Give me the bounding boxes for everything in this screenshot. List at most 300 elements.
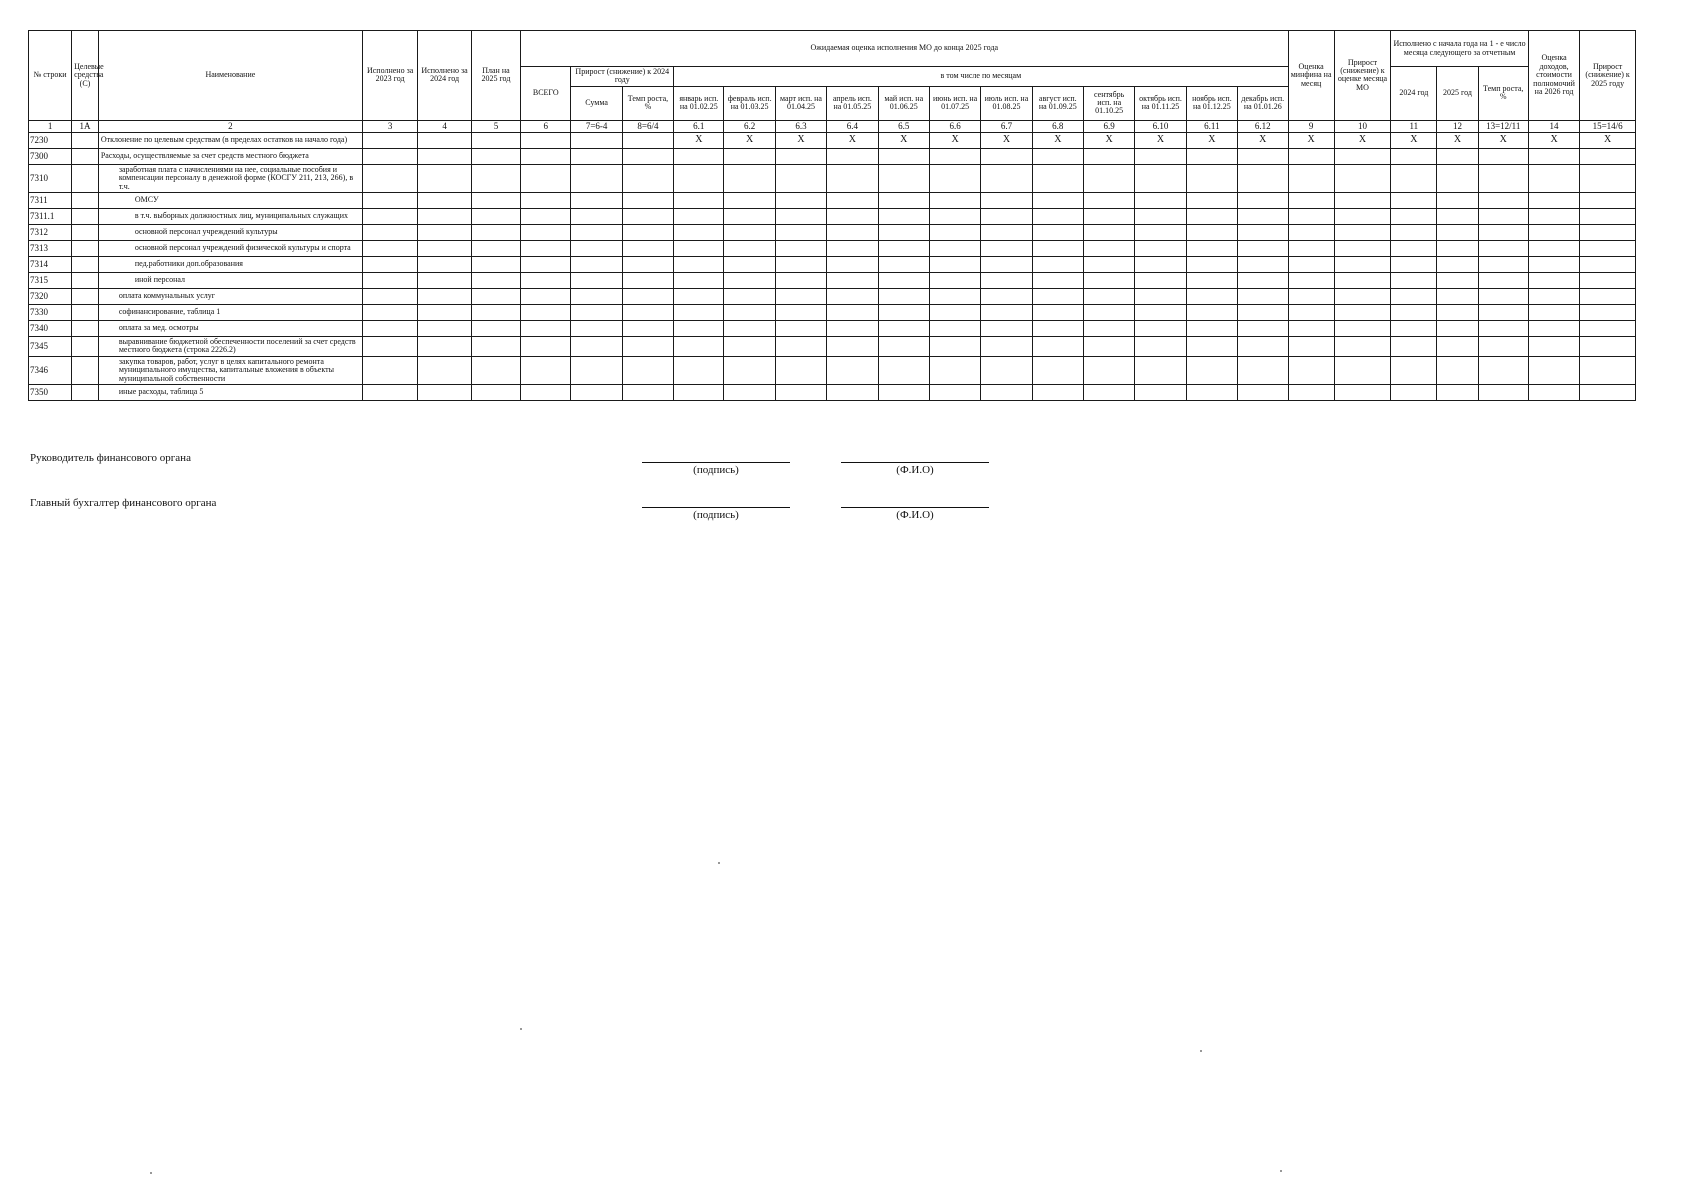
target-funds-cell[interactable]	[72, 384, 99, 400]
value-cell[interactable]	[1288, 208, 1334, 224]
value-cell[interactable]	[362, 256, 417, 272]
target-funds-cell[interactable]	[72, 164, 99, 192]
value-cell[interactable]	[521, 320, 571, 336]
value-cell[interactable]	[471, 164, 520, 192]
value-cell[interactable]	[1288, 272, 1334, 288]
value-cell[interactable]	[571, 240, 622, 256]
value-cell[interactable]	[622, 240, 673, 256]
value-cell[interactable]	[1437, 192, 1478, 208]
value-cell[interactable]	[1186, 208, 1237, 224]
value-cell[interactable]	[1135, 208, 1186, 224]
value-cell[interactable]	[1238, 164, 1288, 192]
value-cell[interactable]	[1238, 192, 1288, 208]
value-cell[interactable]	[418, 304, 471, 320]
value-cell[interactable]	[622, 192, 673, 208]
value-cell[interactable]	[827, 288, 878, 304]
value-cell[interactable]	[674, 192, 724, 208]
value-cell[interactable]	[1135, 384, 1186, 400]
value-cell[interactable]	[1391, 240, 1437, 256]
value-cell[interactable]: X	[1032, 132, 1083, 148]
value-cell[interactable]	[571, 304, 622, 320]
value-cell[interactable]	[827, 224, 878, 240]
value-cell[interactable]	[362, 132, 417, 148]
value-cell[interactable]	[1437, 320, 1478, 336]
value-cell[interactable]	[521, 272, 571, 288]
value-cell[interactable]	[1186, 336, 1237, 356]
value-cell[interactable]	[724, 304, 775, 320]
target-funds-cell[interactable]	[72, 336, 99, 356]
value-cell[interactable]	[1083, 208, 1134, 224]
value-cell[interactable]	[1238, 224, 1288, 240]
value-cell[interactable]	[1186, 192, 1237, 208]
value-cell[interactable]	[622, 356, 673, 384]
value-cell[interactable]	[362, 208, 417, 224]
value-cell[interactable]	[1238, 240, 1288, 256]
value-cell[interactable]	[1334, 240, 1391, 256]
value-cell[interactable]	[1580, 356, 1636, 384]
value-cell[interactable]	[1437, 336, 1478, 356]
value-cell[interactable]	[981, 164, 1032, 192]
value-cell[interactable]	[471, 208, 520, 224]
value-cell[interactable]	[775, 272, 826, 288]
value-cell[interactable]	[827, 384, 878, 400]
value-cell[interactable]	[418, 356, 471, 384]
value-cell[interactable]	[571, 288, 622, 304]
value-cell[interactable]	[1580, 256, 1636, 272]
value-cell[interactable]	[471, 304, 520, 320]
value-cell[interactable]	[724, 320, 775, 336]
value-cell[interactable]	[1288, 288, 1334, 304]
target-funds-cell[interactable]	[72, 320, 99, 336]
value-cell[interactable]	[775, 304, 826, 320]
value-cell[interactable]	[1032, 240, 1083, 256]
value-cell[interactable]	[1391, 192, 1437, 208]
value-cell[interactable]	[878, 288, 929, 304]
value-cell[interactable]: X	[1186, 132, 1237, 148]
value-cell[interactable]	[674, 148, 724, 164]
value-cell[interactable]	[362, 240, 417, 256]
value-cell[interactable]	[622, 336, 673, 356]
value-cell[interactable]	[1288, 224, 1334, 240]
value-cell[interactable]	[1478, 164, 1528, 192]
value-cell[interactable]	[1528, 384, 1579, 400]
value-cell[interactable]: X	[1135, 132, 1186, 148]
value-cell[interactable]	[827, 240, 878, 256]
value-cell[interactable]	[1334, 192, 1391, 208]
value-cell[interactable]	[827, 256, 878, 272]
value-cell[interactable]	[1528, 288, 1579, 304]
value-cell[interactable]	[1334, 208, 1391, 224]
value-cell[interactable]	[1238, 208, 1288, 224]
value-cell[interactable]	[622, 208, 673, 224]
value-cell[interactable]	[622, 148, 673, 164]
value-cell[interactable]	[1580, 208, 1636, 224]
value-cell[interactable]	[1580, 240, 1636, 256]
value-cell[interactable]	[981, 208, 1032, 224]
value-cell[interactable]	[724, 272, 775, 288]
value-cell[interactable]: X	[1437, 132, 1478, 148]
value-cell[interactable]	[1391, 208, 1437, 224]
value-cell[interactable]	[775, 320, 826, 336]
value-cell[interactable]	[418, 164, 471, 192]
value-cell[interactable]	[1238, 384, 1288, 400]
value-cell[interactable]	[1186, 320, 1237, 336]
value-cell[interactable]	[878, 272, 929, 288]
value-cell[interactable]: X	[1083, 132, 1134, 148]
value-cell[interactable]	[1528, 320, 1579, 336]
value-cell[interactable]: X	[827, 132, 878, 148]
value-cell[interactable]	[1135, 192, 1186, 208]
value-cell[interactable]	[1391, 272, 1437, 288]
value-cell[interactable]	[418, 256, 471, 272]
value-cell[interactable]: X	[775, 132, 826, 148]
value-cell[interactable]	[674, 384, 724, 400]
value-cell[interactable]	[471, 132, 520, 148]
value-cell[interactable]	[878, 336, 929, 356]
target-funds-cell[interactable]	[72, 132, 99, 148]
value-cell[interactable]	[622, 132, 673, 148]
value-cell[interactable]	[1186, 288, 1237, 304]
value-cell[interactable]	[471, 272, 520, 288]
value-cell[interactable]	[1437, 272, 1478, 288]
value-cell[interactable]	[1580, 336, 1636, 356]
value-cell[interactable]	[418, 240, 471, 256]
value-cell[interactable]	[827, 164, 878, 192]
value-cell[interactable]	[1528, 304, 1579, 320]
value-cell[interactable]	[929, 336, 980, 356]
value-cell[interactable]: X	[878, 132, 929, 148]
value-cell[interactable]	[362, 272, 417, 288]
value-cell[interactable]	[929, 208, 980, 224]
value-cell[interactable]	[521, 240, 571, 256]
value-cell[interactable]	[1135, 336, 1186, 356]
value-cell[interactable]	[929, 304, 980, 320]
value-cell[interactable]	[362, 288, 417, 304]
value-cell[interactable]	[1083, 356, 1134, 384]
value-cell[interactable]	[1032, 356, 1083, 384]
value-cell[interactable]	[1186, 224, 1237, 240]
value-cell[interactable]	[775, 256, 826, 272]
value-cell[interactable]	[471, 192, 520, 208]
value-cell[interactable]	[1437, 384, 1478, 400]
value-cell[interactable]	[724, 256, 775, 272]
value-cell[interactable]	[1478, 224, 1528, 240]
value-cell[interactable]	[1186, 256, 1237, 272]
value-cell[interactable]	[418, 208, 471, 224]
value-cell[interactable]	[1032, 336, 1083, 356]
value-cell[interactable]	[622, 164, 673, 192]
value-cell[interactable]	[1391, 288, 1437, 304]
target-funds-cell[interactable]	[72, 192, 99, 208]
target-funds-cell[interactable]	[72, 256, 99, 272]
value-cell[interactable]	[521, 192, 571, 208]
value-cell[interactable]	[1528, 356, 1579, 384]
value-cell[interactable]	[1238, 304, 1288, 320]
target-funds-cell[interactable]	[72, 288, 99, 304]
value-cell[interactable]	[1478, 288, 1528, 304]
value-cell[interactable]	[1391, 356, 1437, 384]
value-cell[interactable]	[981, 384, 1032, 400]
value-cell[interactable]	[1437, 164, 1478, 192]
value-cell[interactable]	[775, 192, 826, 208]
value-cell[interactable]	[1032, 304, 1083, 320]
value-cell[interactable]	[981, 304, 1032, 320]
value-cell[interactable]: X	[1528, 132, 1579, 148]
value-cell[interactable]	[1032, 192, 1083, 208]
value-cell[interactable]	[929, 320, 980, 336]
value-cell[interactable]	[827, 356, 878, 384]
value-cell[interactable]	[1135, 272, 1186, 288]
value-cell[interactable]	[827, 320, 878, 336]
value-cell[interactable]	[929, 224, 980, 240]
value-cell[interactable]	[878, 240, 929, 256]
value-cell[interactable]	[1334, 384, 1391, 400]
value-cell[interactable]	[1391, 148, 1437, 164]
value-cell[interactable]	[775, 240, 826, 256]
value-cell[interactable]	[521, 224, 571, 240]
value-cell[interactable]	[1334, 224, 1391, 240]
value-cell[interactable]	[674, 288, 724, 304]
value-cell[interactable]	[1478, 208, 1528, 224]
value-cell[interactable]	[981, 272, 1032, 288]
value-cell[interactable]	[775, 336, 826, 356]
value-cell[interactable]	[622, 320, 673, 336]
value-cell[interactable]	[1135, 288, 1186, 304]
value-cell[interactable]	[471, 384, 520, 400]
value-cell[interactable]	[1288, 384, 1334, 400]
value-cell[interactable]	[571, 320, 622, 336]
value-cell[interactable]	[674, 272, 724, 288]
value-cell[interactable]	[1580, 148, 1636, 164]
value-cell[interactable]	[1032, 288, 1083, 304]
value-cell[interactable]	[471, 240, 520, 256]
value-cell[interactable]	[1334, 336, 1391, 356]
value-cell[interactable]	[1135, 320, 1186, 336]
value-cell[interactable]	[1334, 272, 1391, 288]
value-cell[interactable]	[1238, 320, 1288, 336]
value-cell[interactable]	[418, 320, 471, 336]
value-cell[interactable]	[1528, 256, 1579, 272]
value-cell[interactable]	[362, 304, 417, 320]
value-cell[interactable]	[1391, 336, 1437, 356]
value-cell[interactable]	[1391, 320, 1437, 336]
value-cell[interactable]	[622, 384, 673, 400]
value-cell[interactable]	[1437, 208, 1478, 224]
value-cell[interactable]	[571, 164, 622, 192]
value-cell[interactable]	[1334, 148, 1391, 164]
value-cell[interactable]	[775, 224, 826, 240]
value-cell[interactable]	[622, 224, 673, 240]
value-cell[interactable]	[724, 356, 775, 384]
value-cell[interactable]	[827, 148, 878, 164]
value-cell[interactable]	[362, 384, 417, 400]
value-cell[interactable]	[521, 208, 571, 224]
value-cell[interactable]	[981, 148, 1032, 164]
value-cell[interactable]	[1580, 304, 1636, 320]
value-cell[interactable]	[418, 336, 471, 356]
value-cell[interactable]	[1032, 224, 1083, 240]
value-cell[interactable]	[1478, 272, 1528, 288]
value-cell[interactable]	[1135, 304, 1186, 320]
value-cell[interactable]	[929, 148, 980, 164]
target-funds-cell[interactable]	[72, 356, 99, 384]
value-cell[interactable]	[724, 224, 775, 240]
value-cell[interactable]	[1580, 272, 1636, 288]
value-cell[interactable]	[622, 272, 673, 288]
value-cell[interactable]	[674, 256, 724, 272]
value-cell[interactable]	[471, 224, 520, 240]
value-cell[interactable]	[929, 272, 980, 288]
value-cell[interactable]	[1135, 164, 1186, 192]
value-cell[interactable]: X	[981, 132, 1032, 148]
value-cell[interactable]	[362, 192, 417, 208]
value-cell[interactable]	[775, 356, 826, 384]
value-cell[interactable]	[571, 256, 622, 272]
value-cell[interactable]	[1580, 224, 1636, 240]
value-cell[interactable]	[1437, 224, 1478, 240]
value-cell[interactable]	[878, 224, 929, 240]
value-cell[interactable]	[827, 208, 878, 224]
value-cell[interactable]	[1032, 384, 1083, 400]
value-cell[interactable]	[571, 356, 622, 384]
value-cell[interactable]	[1391, 224, 1437, 240]
value-cell[interactable]	[929, 288, 980, 304]
value-cell[interactable]	[1083, 336, 1134, 356]
value-cell[interactable]	[1083, 148, 1134, 164]
value-cell[interactable]	[1238, 256, 1288, 272]
value-cell[interactable]	[724, 148, 775, 164]
value-cell[interactable]	[674, 224, 724, 240]
value-cell[interactable]	[1238, 272, 1288, 288]
value-cell[interactable]	[1032, 164, 1083, 192]
value-cell[interactable]	[571, 336, 622, 356]
value-cell[interactable]	[775, 164, 826, 192]
value-cell[interactable]	[1391, 304, 1437, 320]
value-cell[interactable]	[981, 356, 1032, 384]
value-cell[interactable]	[521, 256, 571, 272]
value-cell[interactable]	[1288, 256, 1334, 272]
value-cell[interactable]	[929, 240, 980, 256]
value-cell[interactable]	[929, 356, 980, 384]
value-cell[interactable]	[1437, 240, 1478, 256]
value-cell[interactable]	[1083, 288, 1134, 304]
value-cell[interactable]	[724, 208, 775, 224]
value-cell[interactable]	[521, 304, 571, 320]
value-cell[interactable]	[1334, 256, 1391, 272]
value-cell[interactable]	[1478, 256, 1528, 272]
value-cell[interactable]	[878, 304, 929, 320]
value-cell[interactable]	[1288, 304, 1334, 320]
value-cell[interactable]	[724, 164, 775, 192]
value-cell[interactable]	[1083, 272, 1134, 288]
value-cell[interactable]	[1478, 240, 1528, 256]
value-cell[interactable]	[1528, 224, 1579, 240]
value-cell[interactable]	[724, 288, 775, 304]
value-cell[interactable]	[1334, 164, 1391, 192]
value-cell[interactable]	[1478, 192, 1528, 208]
value-cell[interactable]	[1032, 148, 1083, 164]
value-cell[interactable]	[981, 240, 1032, 256]
value-cell[interactable]	[1334, 320, 1391, 336]
value-cell[interactable]	[929, 384, 980, 400]
value-cell[interactable]	[1083, 304, 1134, 320]
value-cell[interactable]	[878, 208, 929, 224]
value-cell[interactable]	[1528, 272, 1579, 288]
value-cell[interactable]	[775, 208, 826, 224]
target-funds-cell[interactable]	[72, 148, 99, 164]
value-cell[interactable]	[1334, 304, 1391, 320]
value-cell[interactable]	[521, 148, 571, 164]
value-cell[interactable]	[1334, 288, 1391, 304]
value-cell[interactable]	[775, 288, 826, 304]
value-cell[interactable]	[827, 304, 878, 320]
value-cell[interactable]	[674, 320, 724, 336]
value-cell[interactable]	[418, 192, 471, 208]
value-cell[interactable]: X	[1238, 132, 1288, 148]
value-cell[interactable]	[1437, 288, 1478, 304]
value-cell[interactable]	[1391, 164, 1437, 192]
value-cell[interactable]	[1391, 256, 1437, 272]
value-cell[interactable]	[1032, 208, 1083, 224]
value-cell[interactable]	[878, 356, 929, 384]
value-cell[interactable]	[571, 148, 622, 164]
value-cell[interactable]	[929, 192, 980, 208]
value-cell[interactable]	[1083, 192, 1134, 208]
value-cell[interactable]	[571, 192, 622, 208]
value-cell[interactable]	[1186, 356, 1237, 384]
value-cell[interactable]	[1135, 356, 1186, 384]
value-cell[interactable]	[571, 132, 622, 148]
value-cell[interactable]	[1288, 240, 1334, 256]
target-funds-cell[interactable]	[72, 240, 99, 256]
value-cell[interactable]	[1288, 148, 1334, 164]
value-cell[interactable]	[878, 148, 929, 164]
value-cell[interactable]	[1135, 240, 1186, 256]
value-cell[interactable]	[521, 336, 571, 356]
value-cell[interactable]	[1288, 320, 1334, 336]
value-cell[interactable]	[471, 288, 520, 304]
value-cell[interactable]	[1135, 148, 1186, 164]
value-cell[interactable]	[1238, 356, 1288, 384]
value-cell[interactable]	[471, 356, 520, 384]
value-cell[interactable]	[1288, 164, 1334, 192]
value-cell[interactable]	[1437, 304, 1478, 320]
value-cell[interactable]	[1186, 304, 1237, 320]
value-cell[interactable]	[724, 240, 775, 256]
value-cell[interactable]	[878, 320, 929, 336]
value-cell[interactable]	[674, 240, 724, 256]
value-cell[interactable]	[571, 208, 622, 224]
value-cell[interactable]	[724, 192, 775, 208]
value-cell[interactable]	[674, 336, 724, 356]
value-cell[interactable]	[981, 288, 1032, 304]
value-cell[interactable]	[622, 304, 673, 320]
value-cell[interactable]	[1083, 240, 1134, 256]
value-cell[interactable]	[1032, 320, 1083, 336]
value-cell[interactable]	[1580, 164, 1636, 192]
value-cell[interactable]	[981, 320, 1032, 336]
value-cell[interactable]	[775, 384, 826, 400]
value-cell[interactable]	[521, 356, 571, 384]
value-cell[interactable]	[521, 164, 571, 192]
value-cell[interactable]	[724, 336, 775, 356]
value-cell[interactable]	[1186, 272, 1237, 288]
value-cell[interactable]	[1391, 384, 1437, 400]
value-cell[interactable]	[1083, 384, 1134, 400]
value-cell[interactable]	[1478, 356, 1528, 384]
value-cell[interactable]	[878, 192, 929, 208]
value-cell[interactable]	[1580, 320, 1636, 336]
